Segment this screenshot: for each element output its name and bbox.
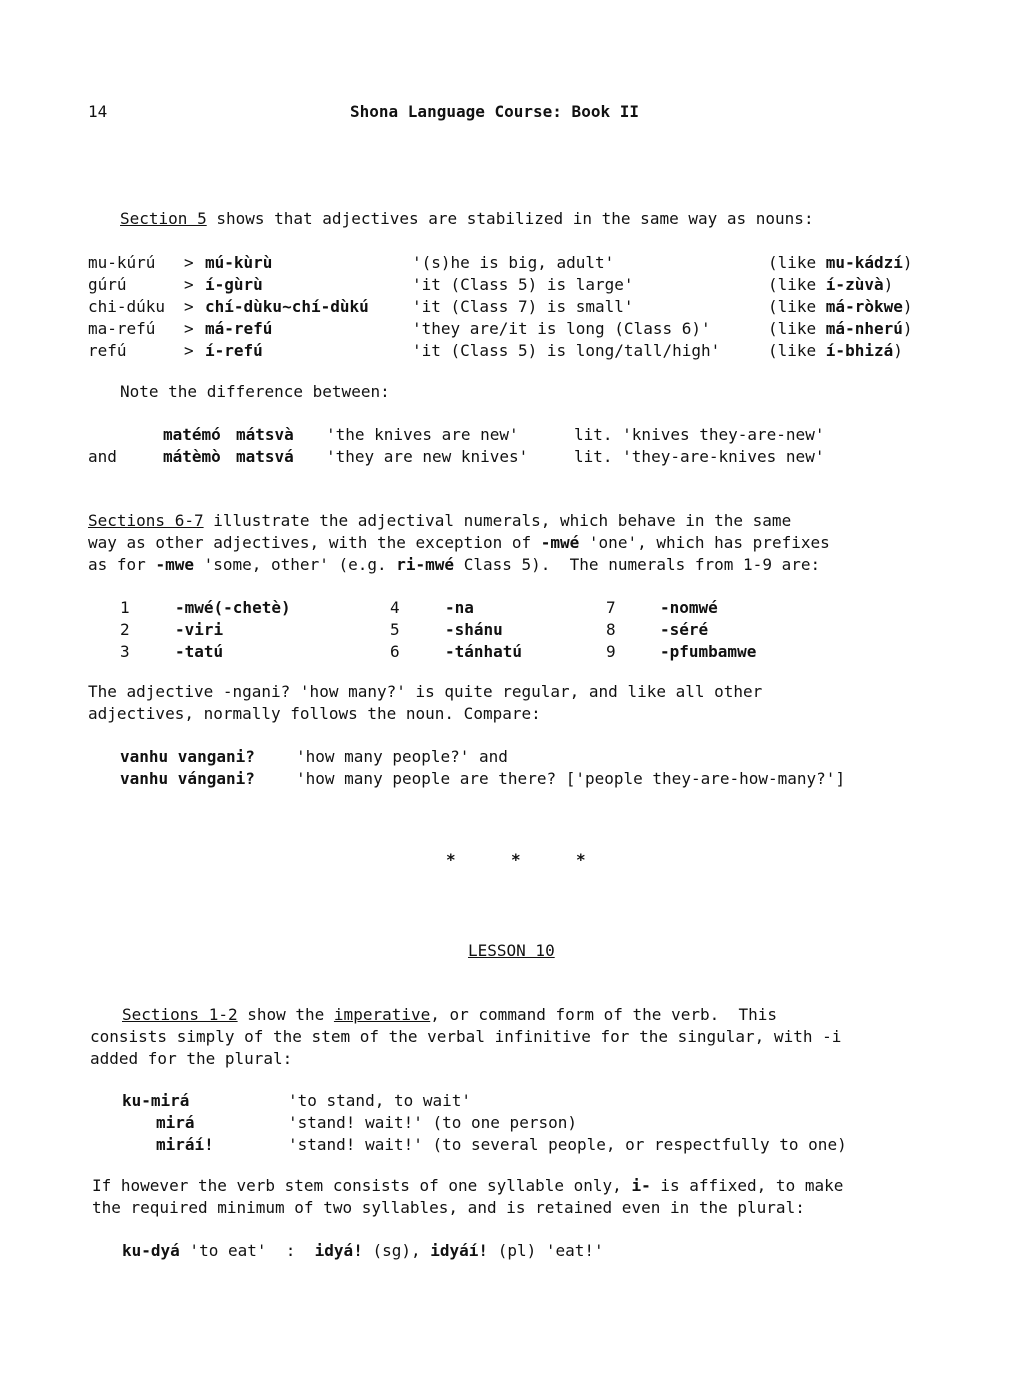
page-number: 14 <box>88 102 108 121</box>
sec67-l3b: -mwe <box>155 555 194 574</box>
like-close: ) <box>893 341 903 360</box>
like-close: ) <box>883 275 894 294</box>
arrow-symbol: > <box>184 253 194 272</box>
adjective-stem: ma-refú <box>88 319 156 338</box>
ngani-line2: adjectives, normally follows the noun. Compare: <box>88 704 541 723</box>
sec12-line3: added for the plural: <box>90 1049 293 1068</box>
numeral-word: -séré <box>660 620 709 639</box>
like-open: (like <box>768 319 826 338</box>
adjective-stem: gúrú <box>88 275 127 294</box>
adjective-stem: refú <box>88 341 127 360</box>
note-word1: mátèmò <box>163 447 221 466</box>
numeral-number: 3 <box>120 642 130 661</box>
divider-star-1: * <box>446 850 456 869</box>
adjective-form: í-refú <box>205 341 263 360</box>
numeral-word: -viri <box>175 620 224 639</box>
note-word2: mátsvà <box>236 425 294 444</box>
like-note <box>768 252 913 274</box>
sec67-l2b: -mwé <box>540 533 580 552</box>
note-word1: matémó <box>163 425 221 444</box>
mono-ex-word: ku-dyá <box>122 1241 180 1260</box>
numeral-word: -shánu <box>445 620 503 639</box>
like-note <box>768 318 913 340</box>
imperative-ex1-gloss: 'to stand, to wait' <box>288 1091 472 1110</box>
adjective-stem: chi-dúku <box>88 297 166 316</box>
like-note <box>768 274 893 296</box>
imperative-ex1-word: ku-mirá <box>122 1091 190 1110</box>
ngani-example2-gloss: 'how many people are there? ['people they-are-how-many?'] <box>296 769 846 788</box>
ngani-line1: The adjective -ngani? 'how many?' is quite regular, and like all other <box>88 682 763 701</box>
divider-star-2: * <box>511 850 521 869</box>
imperative-term: imperative <box>333 1005 431 1024</box>
imperative-ex2-gloss: 'stand! wait!' (to one person) <box>288 1113 577 1132</box>
mono-line1 <box>92 1175 843 1197</box>
imperative-ex2-word: mirá <box>156 1113 195 1132</box>
numeral-number: 2 <box>120 620 130 639</box>
like-noun: má-ròkwe <box>825 297 903 316</box>
section5-intro <box>120 208 814 230</box>
ngani-example1-gloss: 'how many people?' and <box>296 747 508 766</box>
sec67-l3c: 'some, other' (e.g. <box>193 555 397 574</box>
like-note <box>768 296 913 318</box>
mono-line2: the required minimum of two syllables, and is retained even in the plural: <box>92 1198 805 1217</box>
ngani-example2-word: vanhu vángani? <box>120 769 255 788</box>
sec12-line2: consists simply of the stem of the verbal infinitive for the singular, with -i <box>90 1027 842 1046</box>
numeral-number: 8 <box>606 620 616 639</box>
note-gloss: 'they are new knives' <box>326 447 529 466</box>
mono-ex-pl-tag: (pl) 'eat!' <box>488 1241 604 1260</box>
divider-star-3: * <box>576 850 586 869</box>
sec67-l3d: ri-mwé <box>396 555 455 574</box>
like-open: (like <box>768 253 826 272</box>
note-gloss: 'the knives are new' <box>326 425 519 444</box>
lesson-title: LESSON 10 <box>468 941 555 960</box>
adjective-form: má-refú <box>205 319 273 338</box>
adjective-form: í-gùrù <box>205 275 263 294</box>
like-close: ) <box>902 253 913 272</box>
sec67-l1-text: illustrate the adjectival numerals, which behave in the same <box>203 511 792 530</box>
like-noun: í-bhizá <box>825 341 894 360</box>
numeral-number: 9 <box>606 642 616 661</box>
arrow-symbol: > <box>184 275 194 294</box>
sec12-link: Sections 1-2 <box>122 1005 238 1024</box>
adjective-gloss: 'it (Class 7) is small' <box>412 297 634 316</box>
sec67-l2c: 'one', which has prefixes <box>579 533 830 552</box>
like-open: (like <box>768 341 826 360</box>
sec67-l3e: Class 5). The numerals from 1-9 are: <box>454 555 821 574</box>
like-close: ) <box>902 297 913 316</box>
numeral-word: -na <box>445 598 474 617</box>
arrow-symbol: > <box>184 341 194 360</box>
like-close: ) <box>902 319 913 338</box>
numeral-word: -nomwé <box>660 598 718 617</box>
sec12-line1 <box>122 1004 777 1026</box>
sec67-line3 <box>88 554 820 576</box>
like-noun: í-zùvà <box>825 275 884 294</box>
imperative-ex3-word: miráí! <box>156 1135 214 1154</box>
mono-example <box>122 1240 604 1262</box>
adjective-gloss: 'it (Class 5) is long/tall/high' <box>412 341 721 360</box>
like-open: (like <box>768 275 826 294</box>
mono-l1c: is affixed, to make <box>650 1176 844 1195</box>
arrow-symbol: > <box>184 319 194 338</box>
like-open: (like <box>768 297 826 316</box>
running-title: Shona Language Course: Book II <box>350 102 639 121</box>
numeral-number: 6 <box>390 642 400 661</box>
arrow-symbol: > <box>184 297 194 316</box>
note-lead: and <box>88 447 117 466</box>
numeral-number: 5 <box>390 620 400 639</box>
mono-ex-pl: idyáí! <box>430 1241 489 1260</box>
note-literal: lit. 'knives they-are-new' <box>574 425 825 444</box>
sec12-l1a: show the <box>237 1005 334 1024</box>
adjective-form: mú-kùrù <box>205 253 273 272</box>
like-note <box>768 340 903 362</box>
sec67-l3a: as for <box>88 555 156 574</box>
like-noun: mu-kádzí <box>825 253 903 272</box>
sec67-link: Sections 6-7 <box>88 511 204 530</box>
mono-ex-sg: idyá! <box>314 1241 363 1260</box>
sec67-line1 <box>88 510 791 532</box>
ngani-example1-word: vanhu vangani? <box>120 747 255 766</box>
mono-ex-sg-tag: (sg), <box>362 1241 431 1260</box>
numeral-number: 7 <box>606 598 616 617</box>
note-word2: matsvá <box>236 447 294 466</box>
numeral-word: -tánhatú <box>445 642 523 661</box>
numeral-word: -tatú <box>175 642 224 661</box>
numeral-word: -mwé(-chetè) <box>175 598 291 617</box>
note-text: Note the difference between: <box>120 382 390 401</box>
section5-link: Section 5 <box>120 209 207 228</box>
mono-ex-gloss: 'to eat' : <box>179 1241 315 1260</box>
sec67-l2a: way as other adjectives, with the exception of <box>88 533 541 552</box>
adjective-gloss: 'they are/it is long (Class 6)' <box>412 319 711 338</box>
adjective-gloss: '(s)he is big, adult' <box>412 253 615 272</box>
numeral-number: 4 <box>390 598 400 617</box>
section5-intro-text: shows that adjectives are stabilized in the same way as nouns: <box>206 209 814 228</box>
imperative-ex3-gloss: 'stand! wait!' (to several people, or respectfully to one) <box>288 1135 847 1154</box>
mono-l1b: i- <box>631 1176 651 1195</box>
adjective-stem: mu-kúrú <box>88 253 156 272</box>
numeral-number: 1 <box>120 598 130 617</box>
sec12-l1c: , or command form of the verb. This <box>430 1005 778 1024</box>
like-noun: má-nherú <box>825 319 903 338</box>
numeral-word: -pfumbamwe <box>660 642 757 661</box>
adjective-gloss: 'it (Class 5) is large' <box>412 275 634 294</box>
sec67-line2 <box>88 532 830 554</box>
mono-l1a: If however the verb stem consists of one syllable only, <box>92 1176 632 1195</box>
adjective-form: chí-dùku~chí-dùkú <box>205 297 369 316</box>
note-literal: lit. 'they-are-knives new' <box>574 447 825 466</box>
